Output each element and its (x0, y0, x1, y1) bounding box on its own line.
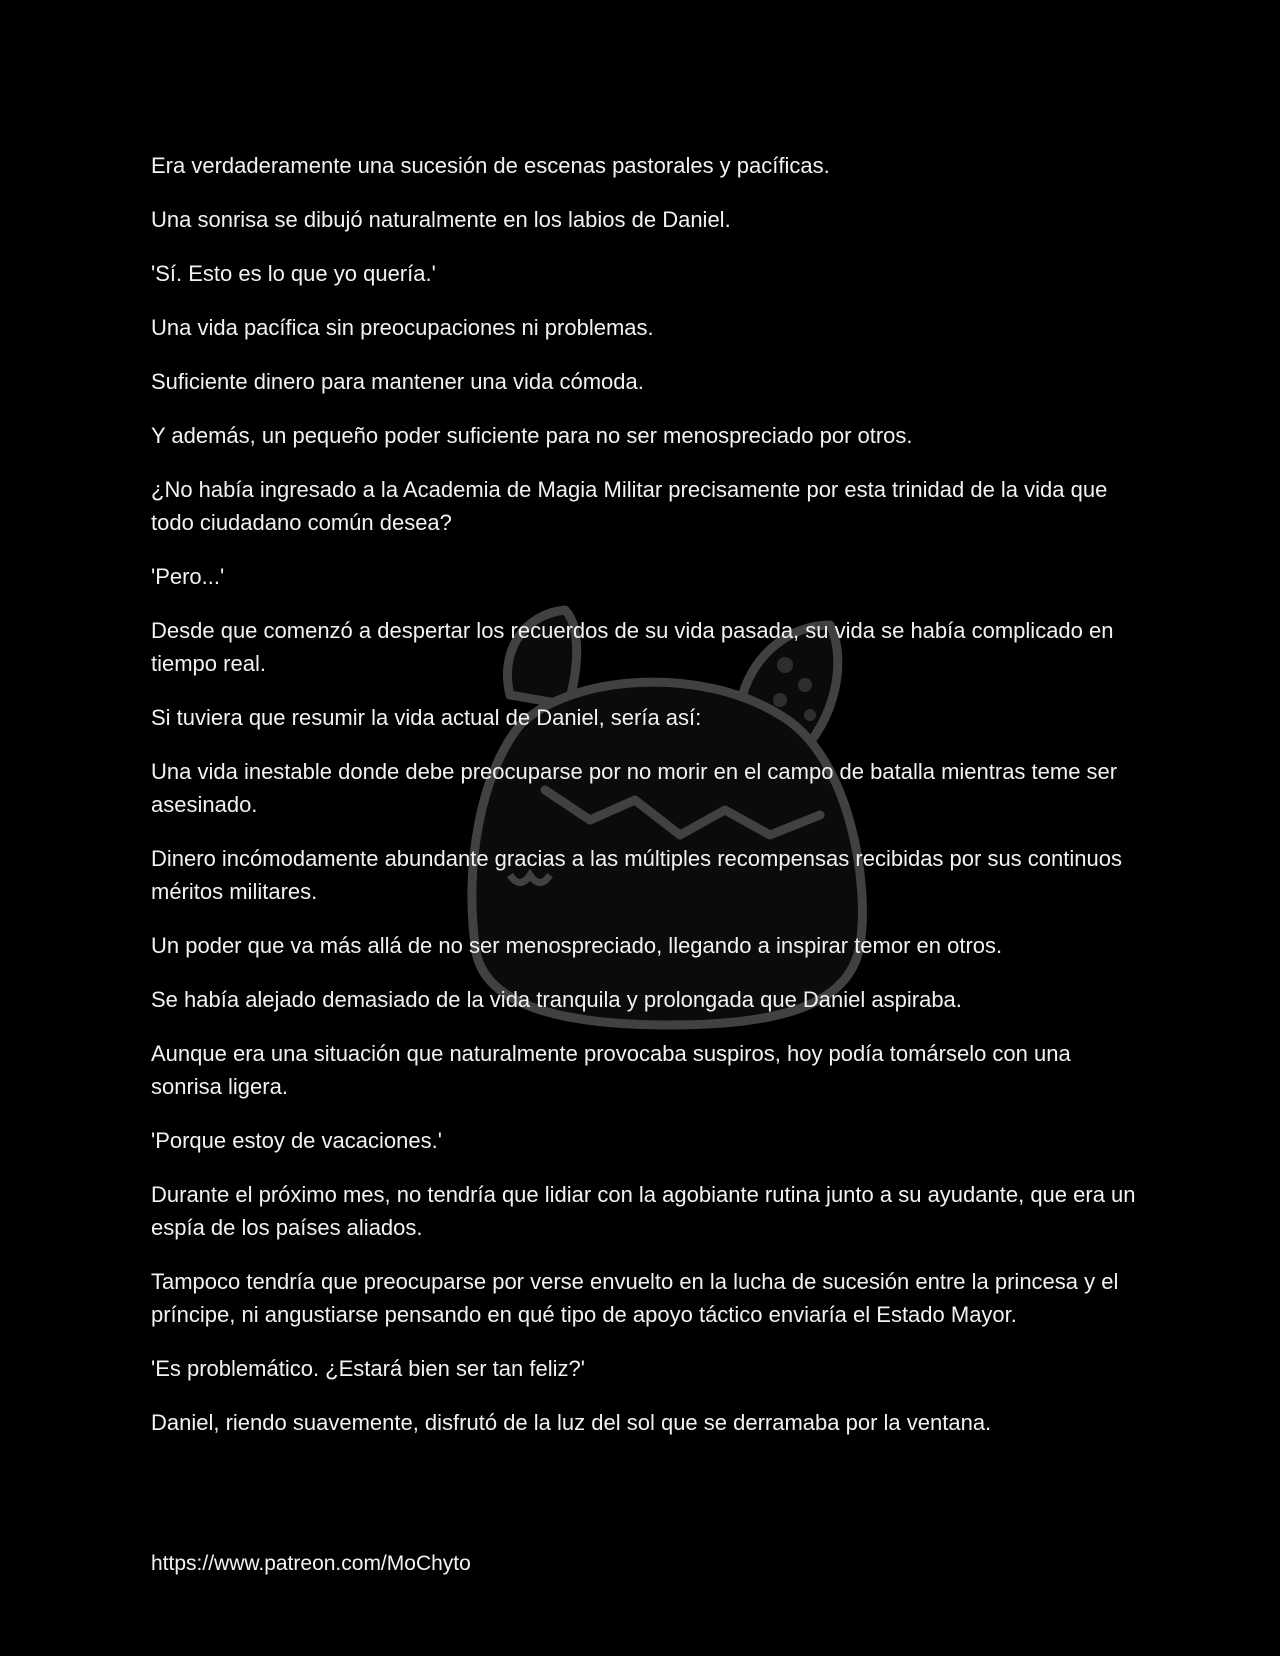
paragraph: 'Porque estoy de vacaciones.' (151, 1128, 442, 1153)
paragraph: Una vida inestable donde debe preocuparse por no morir en el campo de batalla mientras teme ser asesinado. (151, 759, 1118, 817)
paragraph: Desde que comenzó a despertar los recuerdos de su vida pasada, su vida se había complicado en tiempo real. (151, 618, 1114, 676)
paragraph: Tampoco tendría que preocuparse por verse envuelto en la lucha de sucesión entre la princesa y el príncipe, ni angustiarse pensando en qué tipo de apoyo táctico enviaría el Estado Mayor. (151, 1269, 1119, 1327)
paragraph: Y además, un pequeño poder suficiente para no ser menospreciado por otros. (151, 423, 913, 448)
paragraph: 'Pero...' (151, 564, 225, 589)
paragraph: Un poder que va más allá de no ser menospreciado, llegando a inspirar temor en otros. (151, 933, 1003, 958)
paragraph: Daniel, riendo suavemente, disfrutó de la luz del sol que se derramaba por la ventana. (151, 1410, 992, 1435)
paragraph: 'Es problemático. ¿Estará bien ser tan feliz?' (151, 1356, 585, 1381)
paragraph: Suficiente dinero para mantener una vida cómoda. (151, 369, 644, 394)
paragraph: 'Sí. Esto es lo que yo quería.' (151, 261, 436, 286)
paragraph: Dinero incómodamente abundante gracias a las múltiples recompensas recibidas por sus continuos méritos militares. (151, 846, 1122, 904)
paragraph: Si tuviera que resumir la vida actual de Daniel, sería así: (151, 705, 702, 730)
paragraph: ¿No había ingresado a la Academia de Magia Militar precisamente por esta trinidad de la vida que todo ciudadano común desea? (151, 477, 1108, 535)
paragraph: Era verdaderamente una sucesión de escenas pastorales y pacíficas. (151, 153, 830, 178)
paragraph: Una vida pacífica sin preocupaciones ni problemas. (151, 315, 654, 340)
paragraph: Se había alejado demasiado de la vida tranquila y prolongada que Daniel aspiraba. (151, 987, 962, 1012)
paragraph: Una sonrisa se dibujó naturalmente en los labios de Daniel. (151, 207, 731, 232)
chapter-text (151, 149, 1136, 1460)
paragraph: Aunque era una situación que naturalmente provocaba suspiros, hoy podía tomárselo con una sonrisa ligera. (151, 1041, 1071, 1099)
paragraph: Durante el próximo mes, no tendría que lidiar con la agobiante rutina junto a su ayudante, que era un espía de los países aliados. (151, 1182, 1136, 1240)
patreon-link[interactable]: https://www.patreon.com/MoChyto (151, 1552, 471, 1575)
